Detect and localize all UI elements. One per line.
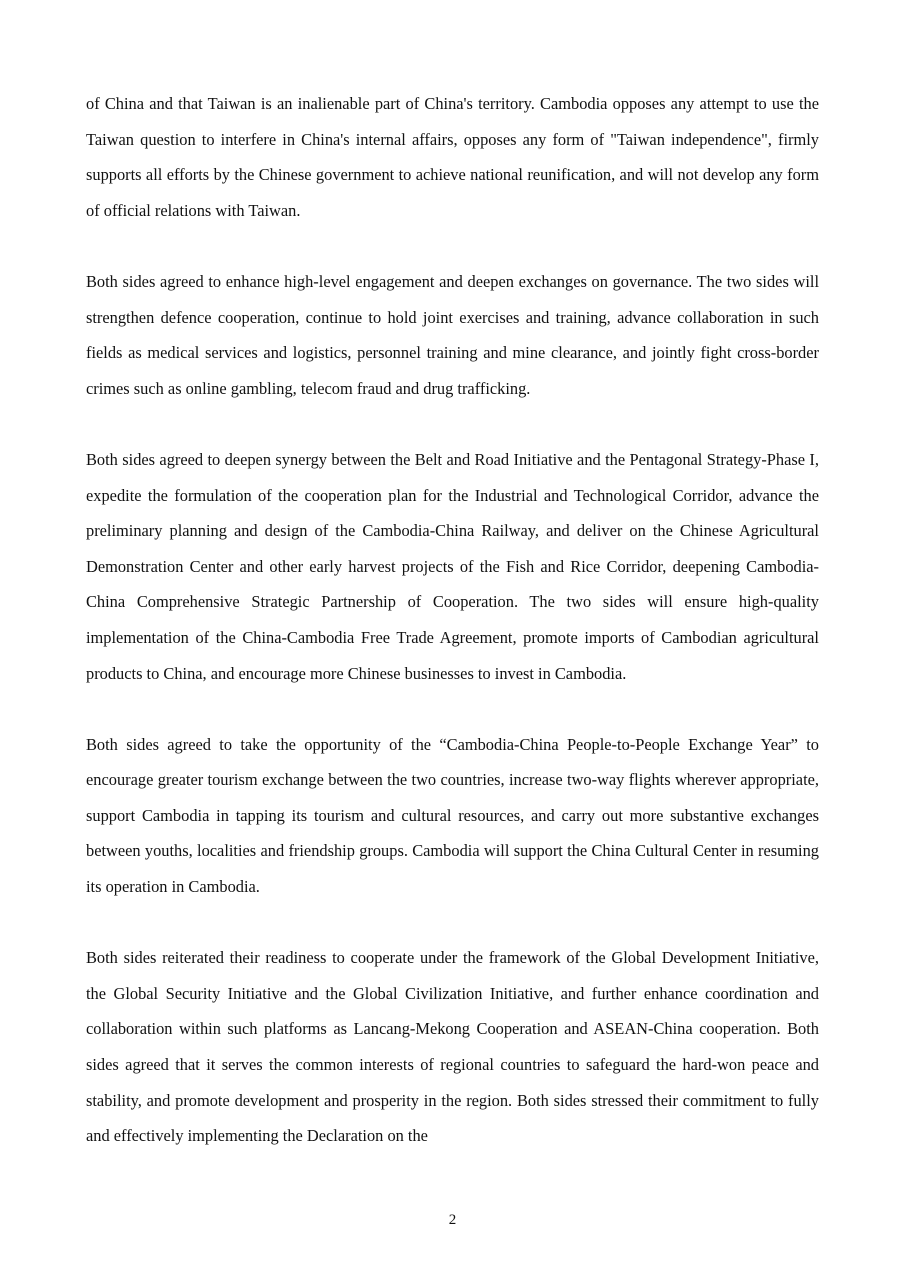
paragraph-taiwan-position: of China and that Taiwan is an inalienable part of China's territory. Cambodia opposes any attempt to use the Taiwan question to interfere in China's internal affairs, opposes any form of "Taiwan independence", firmly supports all efforts by the Chinese government to achieve national reunification, and will not develop any form of official relations with Taiwan. xyxy=(86,94,819,220)
document-body xyxy=(86,86,819,1189)
paragraph-people-exchange: Both sides agreed to take the opportunity of the “Cambodia-China People-to-People Exchange Year” to encourage greater tourism exchange between the two countries, increase two-way flights wherever appropriate, support Cambodia in tapping its tourism and cultural resources, and carry out more substantive exchanges between youths, localities and friendship groups. Cambodia will support the China Cultural Center in resuming its operation in Cambodia. xyxy=(86,734,819,897)
page-number: 2 xyxy=(448,1212,457,1228)
paragraph-belt-and-road: Both sides agreed to deepen synergy between the Belt and Road Initiative and the Pentagonal Strategy-Phase I, expedite the formulation of the cooperation plan for the Industrial and Technological Corridor, advance the preliminary planning and design of the Cambodia-China Railway, and deliver on the Chinese Agricultural Demonstration Center and other early harvest projects of the Fish and Rice Corridor, deepening Cambodia-China Comprehensive Strategic Partnership of Cooperation. The two sides will ensure high-quality implementation of the China-Cambodia Free Trade Agreement, promote imports of Cambodian agricultural products to China, and encourage more Chinese businesses to invest in Cambodia. xyxy=(86,449,819,683)
paragraph-defence-cooperation: Both sides agreed to enhance high-level engagement and deepen exchanges on governance. The two sides will strengthen defence cooperation, continue to hold joint exercises and training, advance collaboration in such fields as medical services and logistics, personnel training and mine clearance, and jointly fight cross-border crimes such as online gambling, telecom fraud and drug trafficking. xyxy=(86,271,819,398)
paragraph-global-initiatives: Both sides reiterated their readiness to cooperate under the framework of the Global Development Initiative, the Global Security Initiative and the Global Civilization Initiative, and further enhance coordination and collaboration within such platforms as Lancang-Mekong Cooperation and ASEAN-China cooperation. Both sides agreed that it serves the common interests of regional countries to safeguard the hard-won peace and stability, and promote development and prosperity in the region. Both sides stressed their commitment to fully and effectively implementing the Declaration on the xyxy=(86,948,819,1146)
